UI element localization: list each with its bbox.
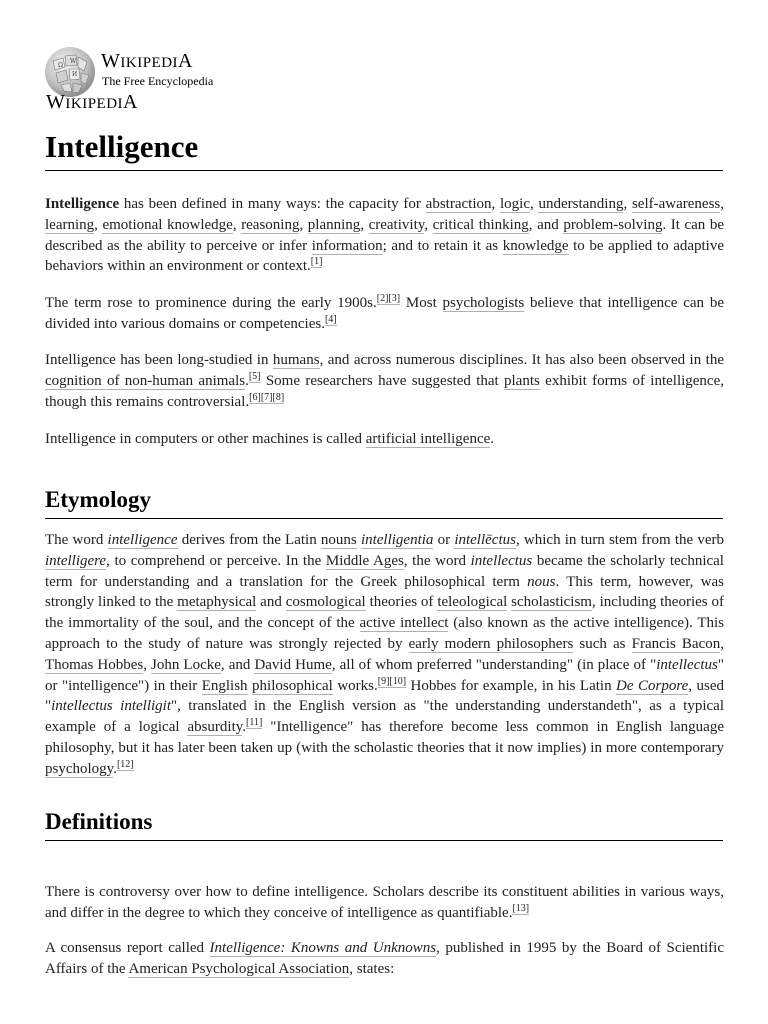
intro-paragraph-3 — [45, 350, 724, 412]
wikipedia-wordmark — [101, 50, 193, 73]
text: , states: — [349, 960, 395, 977]
citation-ref[interactable]: [5] — [248, 370, 261, 382]
link-scholasticism[interactable]: scholasticism — [511, 594, 592, 611]
citation-ref[interactable]: [3] — [388, 293, 401, 304]
link-emotional-knowledge[interactable]: emotional knowledge — [102, 216, 233, 233]
link-john-locke[interactable]: John Locke — [151, 656, 221, 673]
text: such as — [573, 635, 632, 652]
citation-ref[interactable]: [9] — [377, 675, 390, 687]
wordmark-letter: A — [178, 50, 193, 72]
text: , — [143, 656, 152, 673]
text: A consensus report called — [45, 940, 210, 956]
text: , — [299, 216, 308, 233]
svg-text:W: W — [70, 58, 77, 65]
link-plants[interactable]: plants — [504, 372, 540, 389]
text: , all of whom preferred "understanding" (in place of " — [331, 656, 657, 673]
link-humans[interactable]: humans — [272, 352, 320, 368]
link-planning[interactable]: planning — [307, 216, 361, 233]
link-wiktionary-intelligence[interactable]: intelligence — [107, 532, 178, 548]
link-learning[interactable]: learning — [45, 216, 95, 233]
text: Intelligence in computers or other machines is called — [45, 431, 366, 447]
citation-ref[interactable]: [10] — [389, 675, 407, 687]
text: theories of — [365, 594, 438, 611]
text: , used " — [45, 677, 724, 715]
wordmark-letters: IKIPEDI — [120, 55, 179, 71]
citation-ref[interactable]: [13] — [512, 902, 530, 914]
text: , including theories of the immortality of the soul, and the concept of the — [45, 594, 724, 632]
text: , — [529, 196, 539, 212]
wikipedia-wordmark-secondary — [46, 91, 138, 114]
heading-etymology: Etymology — [45, 485, 723, 519]
text: "Intelligence" has therefore become less common in English language philosophy, but it has later been taken up (with the scholastic theories that it now implies) in more contemporary — [45, 719, 724, 756]
intro-paragraph-1 — [45, 194, 724, 277]
wordmark-letter: W — [46, 91, 66, 113]
text: has been defined in many ways: the capacity for — [119, 196, 426, 212]
link-de-corpore[interactable]: De Corpore — [616, 677, 689, 694]
link-active-intellect[interactable]: active intellect — [359, 615, 449, 632]
text: , — [232, 216, 242, 233]
citation-ref[interactable]: [11] — [246, 717, 263, 729]
wikipedia-tagline: The Free Encyclopedia — [102, 74, 214, 88]
text: . — [242, 719, 247, 736]
citation-ref[interactable]: [1] — [310, 256, 323, 268]
text: , — [720, 196, 725, 212]
link-self-awareness[interactable]: self-awareness — [631, 196, 721, 212]
wikipedia-logo[interactable] — [43, 43, 303, 119]
italic-term: intellectus — [470, 552, 533, 569]
text: , — [623, 196, 632, 212]
link-critical-thinking[interactable]: critical thinking — [432, 216, 529, 233]
link-absurdity[interactable]: absurdity — [187, 719, 243, 736]
link-teleological[interactable]: teleological — [437, 594, 508, 611]
text: , published in 1995 by the Board of Scientific Affairs of the — [45, 940, 724, 977]
text: . It can be described as the ability to perceive or infer — [45, 216, 725, 254]
text: Some researchers have suggested that — [260, 372, 505, 389]
text: or — [433, 532, 455, 548]
citation-ref[interactable]: [8] — [272, 391, 285, 403]
link-psychologists[interactable]: psychologists — [442, 295, 525, 311]
text: , — [720, 635, 724, 652]
text: Hobbes for example, in his Latin — [406, 677, 617, 694]
citation-ref[interactable]: [4] — [324, 313, 337, 325]
link-intellectus[interactable]: intellēctus — [454, 532, 516, 548]
link-logic[interactable]: logic — [499, 196, 530, 212]
text: , — [94, 216, 103, 233]
text: , which in turn stem from the verb — [515, 532, 724, 548]
link-nouns[interactable]: nouns — [320, 532, 357, 548]
link-reasoning[interactable]: reasoning — [241, 216, 300, 233]
text: . — [490, 431, 495, 447]
text: . This term, however, was strongly linked to the — [45, 573, 724, 611]
text: The word — [45, 532, 108, 548]
link-information[interactable]: information — [311, 237, 383, 254]
link-cosmological[interactable]: cosmological — [285, 594, 366, 611]
link-middle-ages[interactable]: Middle Ages — [325, 552, 404, 569]
citation-ref[interactable]: [7] — [260, 391, 273, 403]
link-intelligere[interactable]: intelligere — [45, 552, 107, 569]
italic-term: nous — [527, 573, 556, 590]
bold-term: Intelligence — [45, 196, 120, 212]
text: There is controversy over how to define intelligence. Scholars describe its constituent abilities in various ways, and differ in the degree to which they conceive of intelligence as quantifiable. — [45, 884, 724, 921]
link-david-hume[interactable]: David Hume — [254, 656, 332, 673]
link-thomas-hobbes[interactable]: Thomas Hobbes — [45, 656, 144, 673]
text: ; and to retain it as — [382, 237, 503, 254]
text: . — [245, 372, 249, 389]
link-metaphysical[interactable]: metaphysical — [177, 594, 257, 611]
text: and — [256, 594, 286, 611]
italic-term: intellectus — [656, 656, 718, 673]
heading-definitions: Definitions — [45, 807, 723, 841]
svg-text:Ω: Ω — [58, 62, 63, 69]
link-philosophical[interactable]: philosophical — [252, 677, 333, 694]
text: , the word — [403, 552, 471, 569]
definitions-paragraph-1 — [45, 882, 724, 924]
citation-ref[interactable]: [12] — [116, 758, 134, 770]
citation-ref[interactable]: [2] — [376, 293, 389, 304]
text: , — [491, 196, 500, 212]
text: exhibit forms of intelligence, though this remains controversial. — [45, 372, 724, 410]
link-abstraction[interactable]: abstraction — [425, 196, 492, 212]
text: , and — [220, 656, 255, 673]
link-artificial-intelligence[interactable]: artificial intelligence — [365, 431, 491, 447]
link-psychology[interactable]: psychology — [45, 760, 114, 777]
definitions-paragraph-2 — [45, 938, 724, 980]
text: The term rose to prominence during the early 1900s. — [45, 295, 377, 311]
text: believe that intelligence can be divided into various domains or competencies. — [45, 295, 724, 332]
text: , to comprehend or perceive. In the — [106, 552, 326, 569]
text: became the scholarly technical term for understanding and a translation for the Greek philosophical term — [45, 552, 724, 590]
text: ", translated in the English version as "the understanding understandeth", as a typical example of a logical — [45, 698, 724, 736]
italic-term: intellectus intelligit — [51, 698, 172, 715]
wordmark-letter: W — [101, 50, 121, 72]
text: to be applied to adaptive behaviors within an environment or context. — [45, 237, 724, 275]
link-intelligentia[interactable]: intelligentia — [360, 532, 434, 548]
link-american-psychological-association[interactable]: American Psychological Association — [128, 960, 350, 977]
link-problem-solving[interactable]: problem-solving — [563, 216, 663, 233]
link-knowledge[interactable]: knowledge — [502, 237, 569, 254]
intro-paragraph-4 — [45, 429, 724, 450]
wordmark-letters: IKIPEDI — [65, 96, 124, 112]
citation-ref[interactable]: [6] — [249, 391, 261, 403]
link-intelligence-knowns-unknowns[interactable]: Intelligence: Knowns and Unknowns — [209, 940, 437, 956]
text: Most — [400, 295, 443, 311]
link-early-modern-philosophy[interactable]: early modern philosophers — [408, 635, 574, 652]
text: , — [360, 216, 369, 233]
text: , and — [528, 216, 564, 233]
link-francis-bacon[interactable]: Francis Bacon — [631, 635, 721, 652]
text: " or "intelligence") in their — [45, 656, 724, 694]
text: (also known as the active intelligence). This approach to the study of nature was strongly rejected by — [45, 615, 725, 652]
text: , and across numerous disciplines. It has also been observed in the — [319, 352, 724, 368]
link-understanding[interactable]: understanding — [538, 196, 624, 212]
etymology-paragraph — [45, 530, 724, 780]
link-animal-cognition[interactable]: cognition of non-human animals — [45, 372, 246, 389]
text: derives from the Latin — [177, 532, 321, 548]
text: Intelligence has been long-studied in — [45, 352, 273, 368]
text: . — [113, 760, 117, 777]
text: works. — [332, 677, 378, 694]
wordmark-letter: A — [123, 91, 138, 113]
svg-text:И: И — [72, 71, 78, 78]
link-english[interactable]: English — [201, 677, 248, 694]
intro-paragraph-2 — [45, 293, 724, 335]
link-creativity[interactable]: creativity — [368, 216, 425, 233]
page-title: Intelligence — [45, 128, 723, 171]
text: , — [424, 216, 433, 233]
